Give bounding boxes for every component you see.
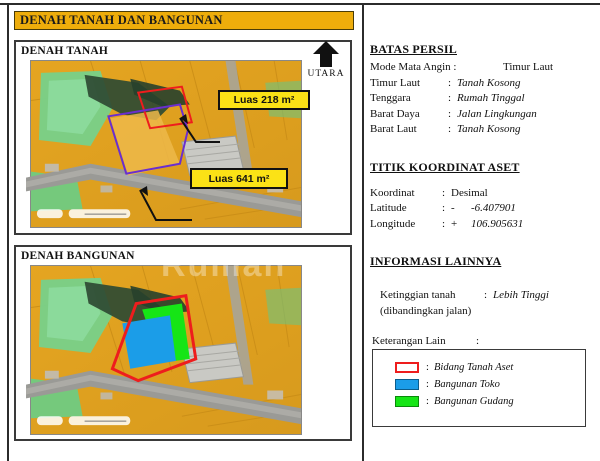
row-koordinat <box>370 186 594 202</box>
koordinat-sep: : <box>442 186 446 199</box>
section-heading-informasi-lainnya: INFORMASI LAINNYA <box>370 254 502 268</box>
panel-denah-bangunan-label: DENAH BANGUNAN <box>21 250 135 262</box>
row-batas-timur-laut <box>370 76 594 92</box>
panel-denah-bangunan <box>14 245 352 441</box>
legend-label-bangunan-gudang: Bangunan Gudang <box>434 396 514 407</box>
legend-item-bangunan-gudang <box>395 394 585 409</box>
panel-denah-tanah-label: DENAH TANAH <box>21 45 109 57</box>
batas-barat-laut-sep: : <box>448 123 452 135</box>
compass-utara <box>300 40 352 86</box>
row-longitude <box>370 217 594 233</box>
batas-barat-laut-value: Tanah Kosong <box>457 123 521 135</box>
mode-mata-angin-value: Timur Laut <box>503 61 554 73</box>
callout-luas-218-text: Luas 218 m² <box>233 94 295 106</box>
legend-label-bangunan-toko: Bangunan Toko <box>434 379 500 390</box>
legend-swatch-bangunan-gudang <box>395 396 419 407</box>
legend-sep-bangunan-gudang: : <box>426 396 429 407</box>
keterangan-lain-box[interactable] <box>372 349 586 427</box>
ketinggian-tanah-note: (dibandingkan jalan) <box>380 304 472 317</box>
column-divider <box>362 3 364 461</box>
batas-tenggara-value: Rumah Tinggal <box>457 92 525 104</box>
row-batas-tenggara <box>370 91 594 107</box>
latitude-sep: : <box>442 202 446 214</box>
legend-item-bidang-tanah-aset <box>395 360 585 375</box>
page-left-border <box>7 3 9 461</box>
north-arrow-icon <box>311 40 341 68</box>
callout-luas-218 <box>218 90 310 110</box>
compass-label: UTARA <box>307 69 345 79</box>
callout-luas-641-text: Luas 641 m² <box>208 172 270 185</box>
ketinggian-tanah-label: Ketinggian tanah <box>380 289 456 301</box>
row-batas-barat-daya <box>370 107 594 123</box>
information-column <box>370 42 594 427</box>
row-mode-mata-angin <box>370 60 594 76</box>
legend-sep-bidang-tanah-aset: : <box>426 362 429 373</box>
image-watermark: Rumah <box>161 246 287 284</box>
row-ketinggian-tanah <box>370 288 594 304</box>
row-latitude <box>370 201 594 217</box>
batas-tenggara-sep: : <box>448 92 452 104</box>
batas-timur-laut-label: Timur Laut <box>370 76 421 89</box>
page-title: DENAH TANAH DAN BANGUNAN <box>20 13 223 27</box>
document-title-bar <box>14 11 354 30</box>
latitude-value: -6.407901 <box>471 202 516 214</box>
keterangan-lain-sep: : <box>476 335 480 347</box>
legend-sep-bangunan-toko: : <box>426 379 429 390</box>
batas-timur-laut-sep: : <box>448 76 452 89</box>
ketinggian-tanah-value: Lebih Tinggi <box>493 289 549 301</box>
map-denah-bangunan[interactable] <box>30 265 302 435</box>
legend-swatch-bangunan-toko <box>395 379 419 390</box>
batas-timur-laut-value: Tanah Kosong <box>457 76 521 89</box>
page-top-border <box>0 3 600 5</box>
row-keterangan-lain <box>370 335 594 347</box>
longitude-value: 106.905631 <box>471 217 524 230</box>
legend-item-bangunan-toko <box>395 377 585 392</box>
longitude-sep: : <box>442 217 446 230</box>
legend-swatch-bidang-tanah-aset <box>395 362 419 373</box>
koordinat-value: Desimal <box>451 186 488 199</box>
batas-barat-daya-sep: : <box>448 107 452 120</box>
batas-barat-daya-value: Jalan Lingkungan <box>457 107 537 120</box>
keterangan-lain-label: Keterangan Lain <box>372 335 446 347</box>
legend-label-bidang-tanah-aset: Bidang Tanah Aset <box>434 362 514 373</box>
longitude-label: Longitude <box>370 217 416 230</box>
section-heading-titik-koordinat: TITIK KOORDINAT ASET <box>370 159 520 174</box>
ketinggian-tanah-sep: : <box>484 289 488 301</box>
satellite-map-bangunan <box>31 266 301 434</box>
batas-barat-laut-label: Barat Laut <box>370 123 417 135</box>
batas-tenggara-label: Tenggara <box>370 92 411 104</box>
latitude-sign: - <box>451 202 455 214</box>
latitude-label: Latitude <box>370 202 407 214</box>
row-batas-barat-laut <box>370 122 594 138</box>
mode-mata-angin-label: Mode Mata Angin : <box>370 61 457 73</box>
longitude-sign: + <box>451 217 458 230</box>
batas-barat-daya-label: Barat Daya <box>370 107 420 120</box>
section-heading-batas-persil: BATAS PERSIL <box>370 42 457 56</box>
callout-luas-641 <box>190 168 288 189</box>
koordinat-label: Koordinat <box>370 186 415 199</box>
